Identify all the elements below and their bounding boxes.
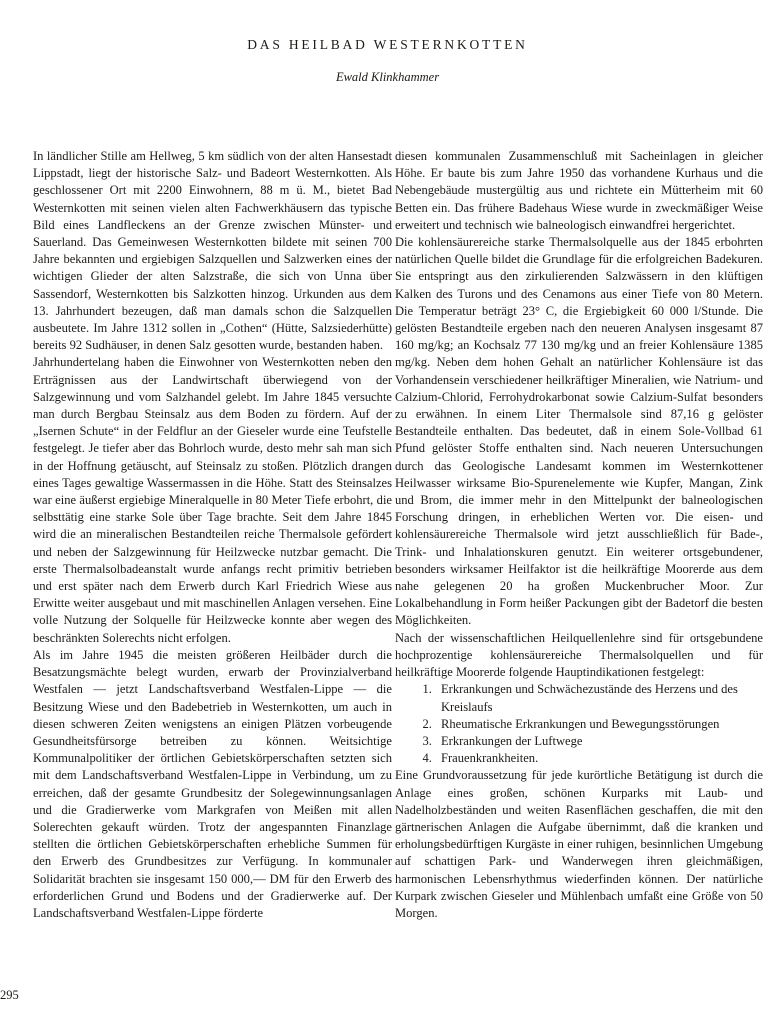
list-item: 3. Erkrankungen der Luftwege bbox=[435, 733, 763, 750]
paragraph: Die kohlensäurereiche starke Thermalsolquelle aus der 1845 erbohrten natürlichen Quelle bildet die Grundlage für die erfolgreichen Badekuren. Sie entspringt aus den zirkulierenden Salzwässern in den klüftigen Kalken des Turons und des Cenamons aus einer Tiefe von 80 Metern. Die Temperatur beträgt 23° C, die Ergiebigkeit 60 000 l/Stunde. Die gelösten Bestandteile ergeben nach den neueren Analysen insgesamt 87 160 mg/kg; an Kochsalz 77 130 mg/kg und an freier Kohlensäure 1385 mg/kg. Neben dem hohen Gehalt an natürlicher Kohlensäure ist das Vorhandensein verschiedener heilkräftiger Mineralien, wie Natrium- und Calzium-Chlorid, Ferrohydrokarbonat sowie Calzium-Sulfat besonders zu erwähnen. In einem Liter Thermalsole sind 87,16 g gelöster Bestandteile enthalten. Das bedeutet, daß in einem Sole-Vollbad 61 Pfund gelöster Stoffe enthalten sind. Nach neueren Untersuchungen durch das Geologische Landesamt kommen im Westernkottener Heilwasser wirksame Bio-Spurenelemente wie Kupfer, Mangan, Zink und Brom, die immer mehr in den Mittelpunkt der balneologischen Forschung dringen, in erheblichen Werten vor. Die eisen- und kohlensäurereiche Thermalsole wird jetzt ausschließlich für Bade-, Trink- und Inhalationskuren genutzt. Ein weiterer ortsgebundener, besonders wirksamer Heilfaktor ist die heilkräftige Moorerde aus dem nahe gelegenen 20 ha großen Muckenbrucher Moor. Zur Lokalbehandlung in Form heißer Packungen gibt der Badetorf die besten Möglichkeiten. bbox=[395, 235, 763, 628]
paragraph: Als im Jahre 1945 die meisten größeren Heilbäder durch die Besatzungsmächte belegt wurden, erwarb der Provinzialverband Westfalen — jetzt Landschaftsverband Westfalen-Lippe — die Besitzung Wiese und den Badebetrieb in Westernkotten, um auch in diesen schweren Zeiten wenigstens an einigen Plätzen vorbeugende Gesundheitsfürsorge betreiben zu können. Weitsichtige Kommunalpolitiker der örtlichen Gebietskörperschaften setzten sich mit dem Landschaftsverband Westfalen-Lippe in Verbindung, um zu erreichen, daß der gesamte Grundbesitz der Solegewinnungsanlagen und die Gradierwerke vom Markgrafen von Meißen mit allen Solerechten gekauft würden. Trotz der angespannten Finanzlage stellten die örtlichen Gebietskörperschaften erhebliche Summen für den Erwerb des Grundbesitzes zur Verfügung. In kommunaler Solidarität brachten sie insgesamt 150 000,— DM für den Erwerb des erforderlichen Grund und Bodens und der Gradierwerke auf. Der Landschaftsverband Westfalen-Lippe förderte bbox=[33, 647, 392, 920]
list-item: 2. Rheumatische Erkrankungen und Bewegungsstörungen bbox=[435, 716, 763, 733]
paragraph: In ländlicher Stille am Hellweg, 5 km südlich von der alten Hansestadt Lippstadt, liegt der historische Salz- und Badeort Westernkotten. Als geschlossener Ort mit 2200 Einwohnern, 88 m ü. M., bietet Bad Westernkotten mit seinen vielen alten Fachwerkhäusern das typische Bild eines Landfleckens an der Grenze zwischen Münster- und Sauerland. Das Gemeinwesen Westernkotten bildete mit seinen 700 Jahre bekannten und ergiebigen Salzquellen und Salzwerken eines der wichtigen Glieder der alten Salzstraße, die sich von Unna über Sassendorf, Westernkotten bis Salzkotten hinzog. Urkunden aus dem 13. Jahrhundert bezeugen, daß man damals schon die Salzquellen ausbeutete. Im Jahre 1312 sollen in „Cothen“ (Hütte, Salzsiederhütte) bereits 92 Sudhäuser, in denen Salz gesotten wurde, bestanden haben. bbox=[33, 149, 392, 353]
author-name: Ewald Klinkhammer bbox=[335, 70, 440, 84]
article-title: DAS HEILBAD WESTERNKOTTEN bbox=[247, 37, 528, 52]
right-column bbox=[395, 148, 763, 922]
paragraph: diesen kommunalen Zusammenschluß mit Sacheinlagen in gleicher Höhe. Er baute bis zum Jahre 1950 das vorhandene Kurhaus und die Nebengebäude mustergültig aus und richtete ein Mütterheim mit 60 Betten ein. Das frühere Badehaus Wiese wurde in zweckmäßiger Weise erweitert und technisch wie balneologisch einwandfrei hergerichtet. bbox=[395, 149, 763, 232]
paragraph: Jahrhundertelang haben die Einwohner von Westernkotten neben den Erträgnissen aus der Landwirtschaft überwiegend von der Salzgewinnung und vom Salzhandel gelebt. Im Jahre 1845 versuchte man durch Bergbau Steinsalz aus dem Boden zu fördern. Auf der „Isernen Schute“ in der Feldflur an der Gieseler wurde eine Teufstelle festgelegt. Je tiefer aber das Bohrloch wurde, desto mehr sah man sich in der Hoffnung getäuscht, auf Steinsalz zu stoßen. Plötzlich drangen eines Tages gewaltige Wassermassen in die Höhe. Statt des Steinsalzes war eine äußerst ergiebige Mineralquelle in 80 Meter Tiefe erbohrt, die selbsttätig eine starke Sole über Tage brachte. Seit dem Jahre 1845 wird die an mineralischen Bestandteilen reiche Thermalsole gefördert und neben der Salzgewinnung für Heilzwecke nutzbar gemacht. Die erste Thermalsolbadeanstalt wurde anfangs recht primitiv betrieben und erst später nach dem Erwerb durch Karl Friedrich Wiese aus Erwitte weiter ausgebaut und mit maschinellen Anlagen versehen. Eine volle Nutzung der Solquelle für Heilzwecke konnte aber wegen des beschränkten Solerechts nicht erfolgen. bbox=[33, 355, 392, 645]
list-item: 4. Frauenkrankheiten. bbox=[435, 750, 763, 767]
page-number: 295 bbox=[0, 988, 19, 1002]
indications-list bbox=[395, 681, 763, 767]
left-column bbox=[33, 148, 392, 922]
list-item: 1. Erkrankungen und Schwächezustände des Herzens und des Kreislaufs bbox=[435, 681, 763, 715]
paragraph: Nach der wissenschaftlichen Heilquellenlehre sind für ortsgebundene hochprozentige kohlensäurereiche Thermalsolquellen und für heilkräftige Moorerde folgende Hauptindikationen festgelegt: bbox=[395, 630, 763, 680]
paragraph: Eine Grundvoraussetzung für jede kurörtliche Betätigung ist durch die Anlage eines großen, schönen Kurparks mit Laub- und Nadelholzbeständen und weiten Rasenflächen geschaffen, die mit den gärtnerischen Anlagen die Aufgabe übernimmt, daß die kranken und erholungsbedürftigen Kurgäste in einer ruhigen, besinnlichen Umgebung auf schattigen Park- und Wanderwegen ihren gleichmäßigen, harmonischen Lebensrhythmus wiederfinden können. Der natürliche Kurpark zwischen Gieseler und Mühlenbach umfaßt eine Größe von 50 Morgen. bbox=[395, 768, 763, 920]
